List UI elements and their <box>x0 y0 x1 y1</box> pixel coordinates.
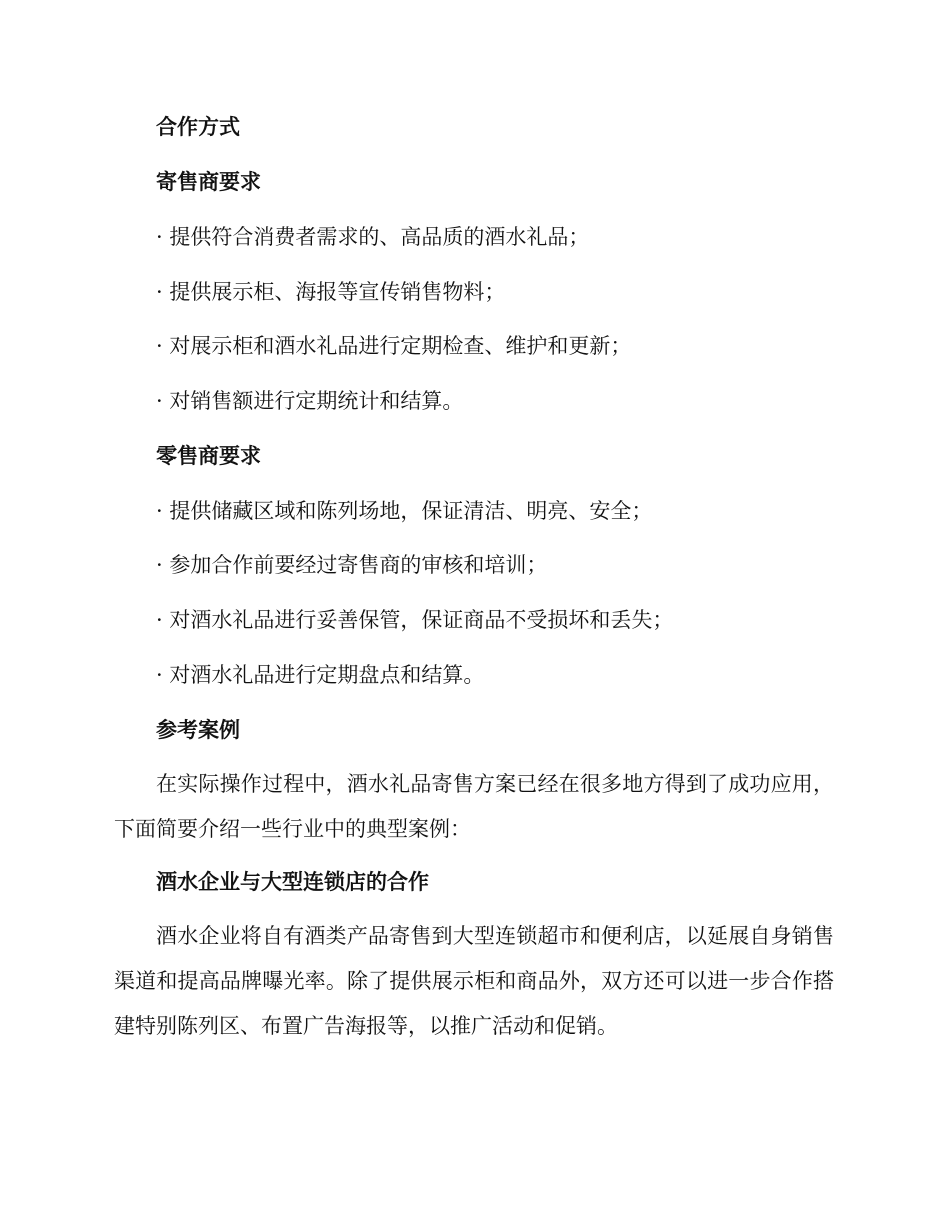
heading-case-chain-store: 酒水企业与大型连锁店的合作 <box>156 870 429 894</box>
list-item: · 对酒水礼品进行妥善保管，保证商品不受损坏和丢失； <box>156 608 674 632</box>
list-item: · 提供储藏区域和陈列场地，保证清洁、明亮、安全； <box>156 499 653 523</box>
list-item: · 参加合作前要经过寄售商的审核和培训； <box>156 553 548 577</box>
heading-cooperation: 合作方式 <box>156 115 240 139</box>
list-item: · 对酒水礼品进行定期盘点和结算。 <box>156 663 485 687</box>
list-item: · 对展示柜和酒水礼品进行定期检查、维护和更新； <box>156 334 632 358</box>
list-item: · 提供展示柜、海报等宣传销售物料； <box>156 280 506 304</box>
paragraph-case-chain-store: 酒水企业将自有酒类产品寄售到大型连锁超市和便利店，以延展自身销售渠道和提高品牌曝光率。除了提供展示柜和商品外，双方还可以进一步合作搭建特别陈列区、布置广告海报等，以推广活动和促销。 <box>114 924 834 1038</box>
heading-reference-cases: 参考案例 <box>156 718 240 742</box>
list-item: · 对销售额进行定期统计和结算。 <box>156 389 464 413</box>
paragraph-cases-intro: 在实际操作过程中，酒水礼品寄售方案已经在很多地方得到了成功应用，下面简要介绍一些行业中的典型案例： <box>114 772 834 841</box>
heading-retailer-requirements: 零售商要求 <box>156 444 261 468</box>
heading-consignor-requirements: 寄售商要求 <box>156 170 261 194</box>
list-item: · 提供符合消费者需求的、高品质的酒水礼品； <box>156 225 590 249</box>
